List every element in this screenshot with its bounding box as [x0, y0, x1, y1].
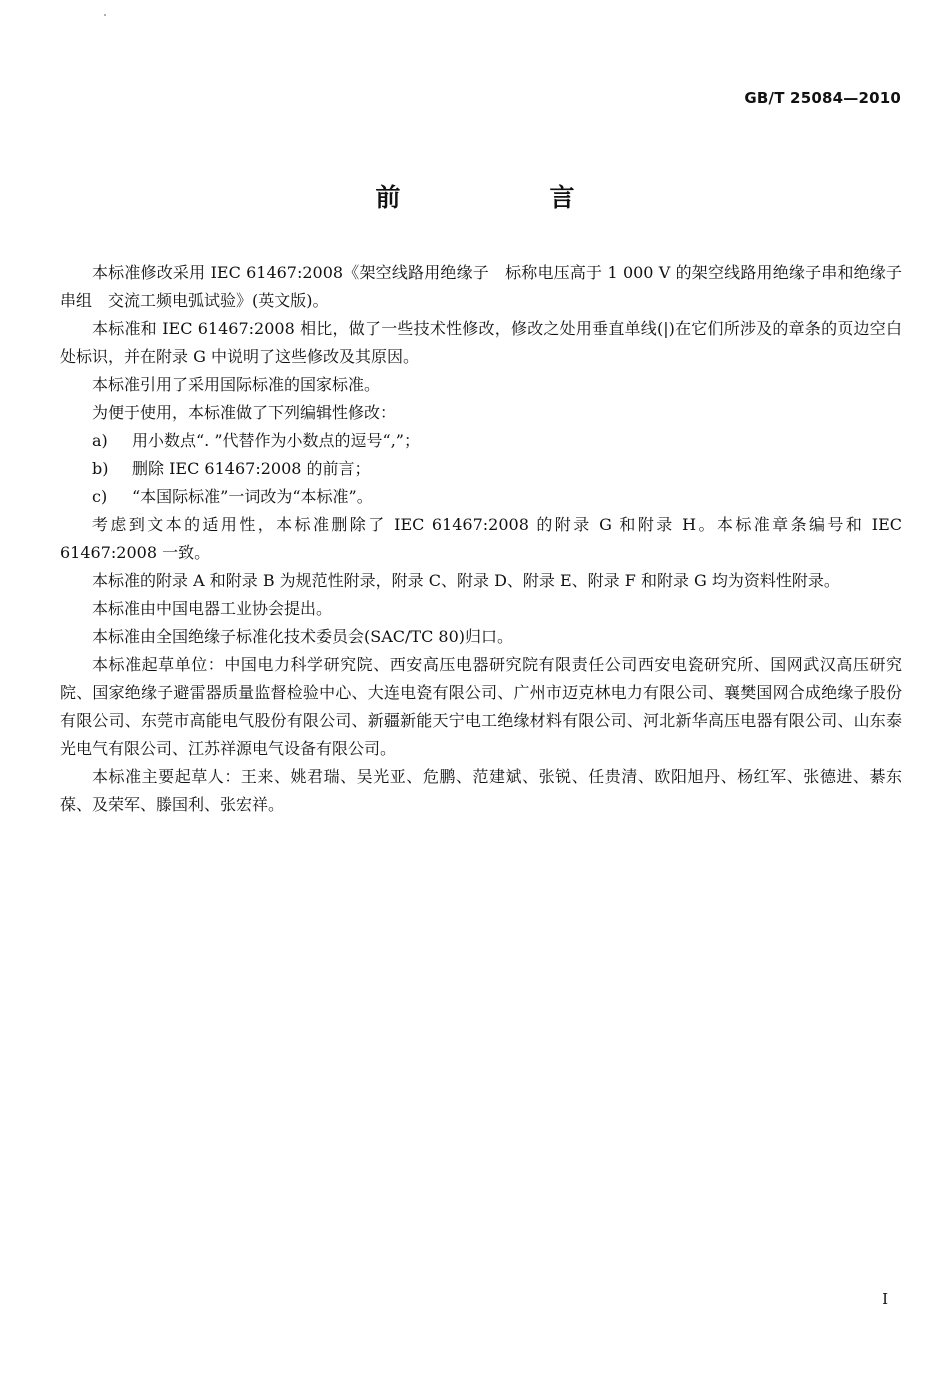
page-title: 前 言: [375, 183, 637, 212]
list-item: [60, 455, 902, 483]
list-item: [60, 483, 902, 511]
paragraph: 本标准和 IEC 61467:2008 相比，做了一些技术性修改，修改之处用垂直单线(|)在它们所涉及的章条的页边空白处标识，并在附录 G 中说明了这些修改及其原因。: [60, 319, 902, 366]
list-item-label: a): [92, 431, 108, 450]
list-item-label: b): [92, 459, 109, 478]
paragraph: 本标准引用了采用国际标准的国家标准。: [92, 375, 381, 394]
list-item-text: “本国际标准”一词改为“本标准”。: [132, 487, 373, 506]
list-item-text: 用小数点“. ”代替作为小数点的逗号“,”；: [132, 431, 420, 450]
paragraph: 本标准由中国电器工业协会提出。: [92, 599, 333, 618]
standard-code: GB/T 25084—2010: [744, 89, 901, 107]
foreword-body: [60, 259, 902, 819]
paragraph: 本标准修改采用 IEC 61467:2008《架空线路用绝缘子 标称电压高于 1 000 V 的架空线路用绝缘子串和绝缘子串组 交流工频电弧试验》(英文版)。: [60, 263, 902, 310]
paragraph: 考虑到文本的适用性，本标准删除了 IEC 61467:2008 的附录 G 和附录 H。本标准章条编号和 IEC 61467:2008 一致。: [60, 515, 902, 562]
paragraph-drafters: 本标准主要起草人：王来、姚君瑞、吴光亚、危鹏、范建斌、张锐、任贵清、欧阳旭丹、杨红军、张德进、綦东葆、及荣军、滕国利、张宏祥。: [60, 767, 902, 814]
page-number: I: [882, 1290, 888, 1308]
paragraph: 本标准的附录 A 和附录 B 为规范性附录，附录 C、附录 D、附录 E、附录 F 和附录 G 均为资料性附录。: [92, 571, 840, 590]
list-item: [60, 427, 902, 455]
paragraph-drafting-units: 本标准起草单位：中国电力科学研究院、西安高压电器研究院有限责任公司西安电瓷研究所、国网武汉高压研究院、国家绝缘子避雷器质量监督检验中心、大连电瓷有限公司、广州市迈克林电力有限公司、襄樊国网合成绝缘子股份有限公司、东莞市高能电气股份有限公司、新疆新能天宁电工绝缘材料有限公司、河北新华高压电器有限公司、山东泰光电气有限公司、江苏祥源电气设备有限公司。: [60, 655, 902, 758]
paragraph: 为便于使用，本标准做了下列编辑性修改：: [92, 403, 397, 422]
list-item-label: c): [92, 487, 108, 506]
scan-speck: [104, 14, 106, 16]
list-item-text: 删除 IEC 61467:2008 的前言；: [132, 459, 371, 478]
paragraph: 本标准由全国绝缘子标准化技术委员会(SAC/TC 80)归口。: [92, 627, 513, 646]
